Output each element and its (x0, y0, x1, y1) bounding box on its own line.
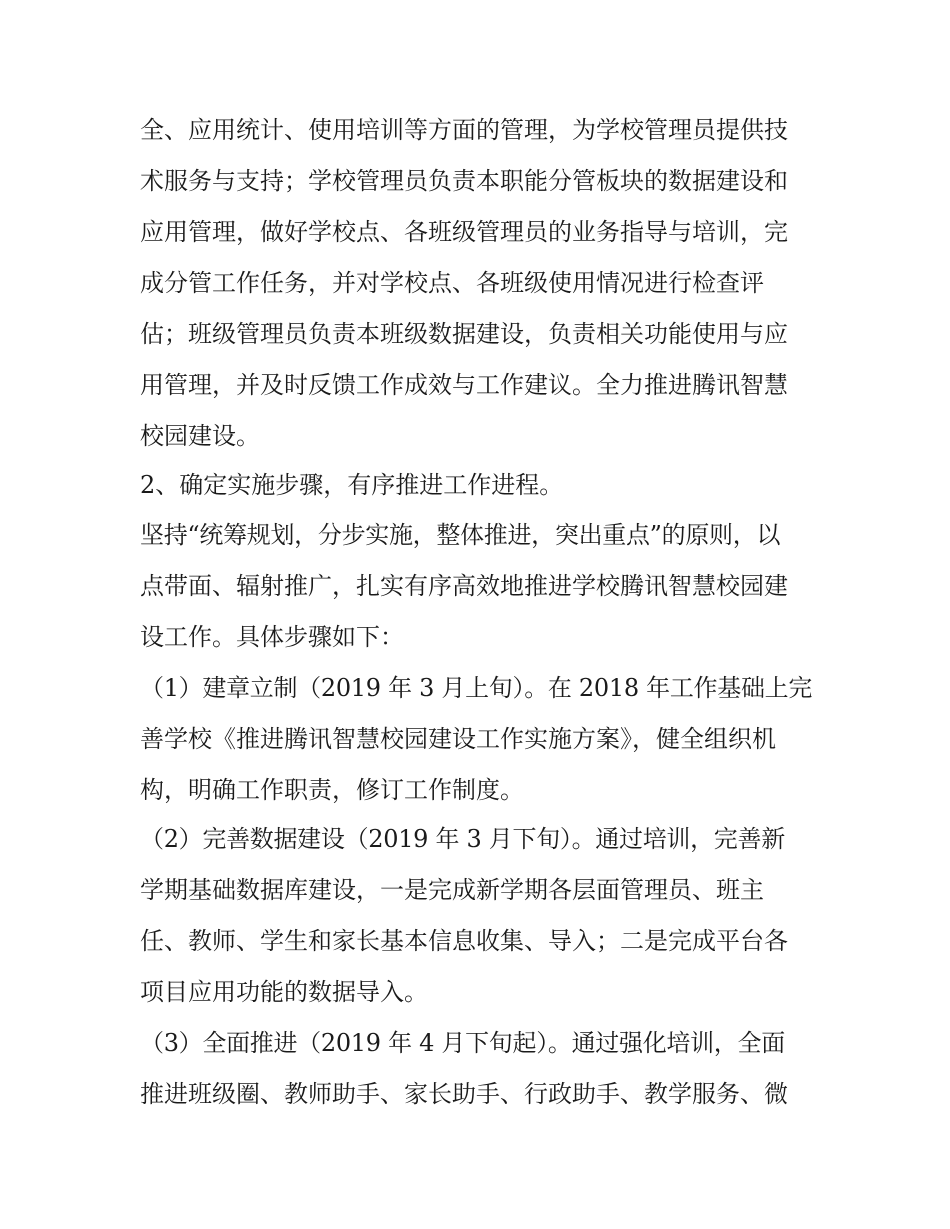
paragraph-line: 构，明确工作职责，修订工作制度。 (140, 776, 524, 804)
paragraph-line: （3）全面推进（2019 年 4 月下旬起）。通过强化培训，全面 (140, 1029, 785, 1057)
paragraph-line: 点带面、辐射推广，扎实有序高效地推进学校腾讯智慧校园建 (140, 572, 788, 600)
paragraph-line: 任、教师、学生和家长基本信息收集、导入；二是完成平台各 (140, 927, 788, 955)
paragraph-line: 项目应用功能的数据导入。 (140, 978, 428, 1006)
paragraph-line: 应用管理，做好学校点、各班级管理员的业务指导与培训，完 (140, 218, 788, 246)
paragraph-line: 善学校《推进腾讯智慧校园建设工作实施方案》，健全组织机 (140, 725, 776, 753)
paragraph-line: 术服务与支持；学校管理员负责本职能分管板块的数据建设和 (140, 167, 788, 195)
paragraph-line: （1）建章立制（2019 年 3 月上旬）。在 2018 年工作基础上完 (140, 674, 813, 702)
section-heading: 2、确定实施步骤，有序推进工作进程。 (140, 471, 564, 499)
paragraph-line: 估；班级管理员负责本班级数据建设，负责相关功能使用与应 (140, 320, 788, 348)
paragraph-line: 成分管工作任务，并对学校点、各班级使用情况进行检查评 (140, 269, 764, 297)
paragraph-line: （2）完善数据建设（2019 年 3 月下旬）。通过培训，完善新 (140, 825, 785, 853)
paragraph-line: 全、应用统计、使用培训等方面的管理，为学校管理员提供技 (140, 116, 788, 144)
paragraph-line: 用管理，并及时反馈工作成效与工作建议。全力推进腾讯智慧 (140, 371, 788, 399)
paragraph-line: 校园建设。 (140, 422, 260, 450)
paragraph-line: 设工作。具体步骤如下： (140, 623, 404, 651)
paragraph-line: 学期基础数据库建设，一是完成新学期各层面管理员、班主 (140, 876, 764, 904)
paragraph-line: 推进班级圈、教师助手、家长助手、行政助手、教学服务、微 (140, 1080, 788, 1108)
paragraph-line: 坚持“统筹规划，分步实施，整体推进，突出重点”的原则，以 (140, 521, 781, 549)
